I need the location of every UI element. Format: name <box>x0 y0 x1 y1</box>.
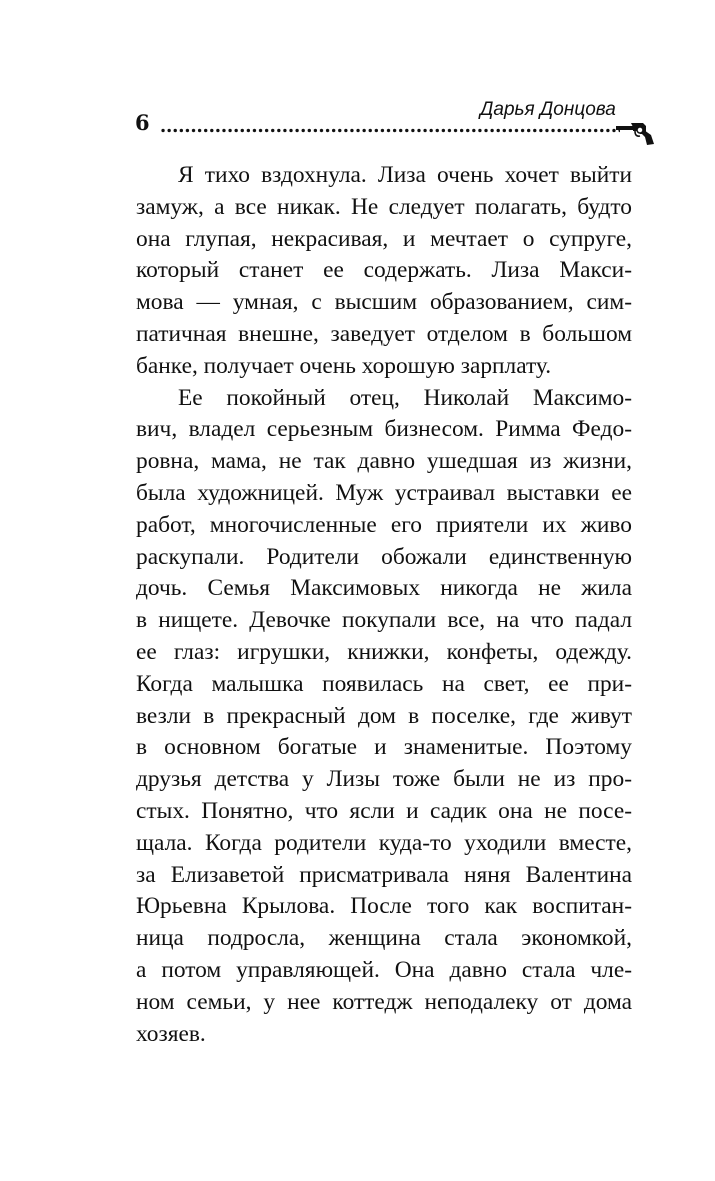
text-line: Когда малышка появилась на свет, ее при- <box>136 670 632 697</box>
text-line: вич, владел серьезным бизнесом. Римма Федо- <box>136 416 632 443</box>
text-line: Я тихо вздохнула. Лиза очень хочет выйти <box>178 162 632 188</box>
text-line: патичная внешне, заведует отделом в большом <box>136 320 632 347</box>
page-number: 6 <box>135 110 150 135</box>
text-line: друзья детства у Лизы тоже были не из про- <box>136 766 632 793</box>
text-line: Юрьевна Крылова. После того как воспитан- <box>136 893 632 920</box>
text-line: хозяев. <box>136 1020 206 1047</box>
running-head-author: Дарья Донцова <box>480 99 616 120</box>
text-line: а потом управляющей. Она давно стала чле- <box>136 956 632 983</box>
text-line: работ, многочисленные его приятели их живо <box>136 511 632 538</box>
text-line: ница подросла, женщина стала экономкой, <box>136 925 632 952</box>
text-line: мова — умная, с высшим образованием, сим- <box>136 289 632 316</box>
text-line: замуж, а все никак. Не следует полагать, будто <box>136 193 632 220</box>
text-line: щала. Когда родители куда-то уходили вместе, <box>136 829 632 856</box>
dot-leader <box>160 128 620 133</box>
text-line: ее глаз: игрушки, книжки, конфеты, одежду. <box>136 638 632 665</box>
text-line: везли в прекрасный дом в поселке, где живут <box>136 702 632 729</box>
text-line: за Елизаветой присматривала няня Валентина <box>136 861 632 888</box>
text-line: ровна, мама, не так давно ушедшая из жизни, <box>136 448 632 475</box>
text-line: раскупали. Родители обожали единственную <box>136 543 632 570</box>
text-line: дочь. Семья Максимовых никогда не жила <box>136 575 632 602</box>
text-line: она глупая, некрасивая, и мечтает о супруге, <box>136 225 632 252</box>
paragraph-1 <box>136 160 632 383</box>
text-line: в основном богатые и знаменитые. Поэтому <box>136 734 632 761</box>
text-line: Ее покойный отец, Николай Максимо- <box>178 384 632 411</box>
text-line: банке, получает очень хорошую зарплату. <box>136 352 552 379</box>
paragraph-2 <box>136 383 632 1051</box>
text-line: который станет ее содержать. Лиза Макси- <box>136 257 632 284</box>
text-line: ном семьи, у нее коттедж неподалеку от дома <box>136 988 632 1015</box>
text-line: была художницей. Муж устраивал выставки ее <box>136 479 632 506</box>
revolver-icon <box>616 118 656 146</box>
text-line: стых. Понятно, что ясли и садик она не посе- <box>136 797 632 824</box>
body-text <box>136 160 632 1050</box>
text-line: в нищете. Девочке покупали все, на что падал <box>136 607 632 634</box>
